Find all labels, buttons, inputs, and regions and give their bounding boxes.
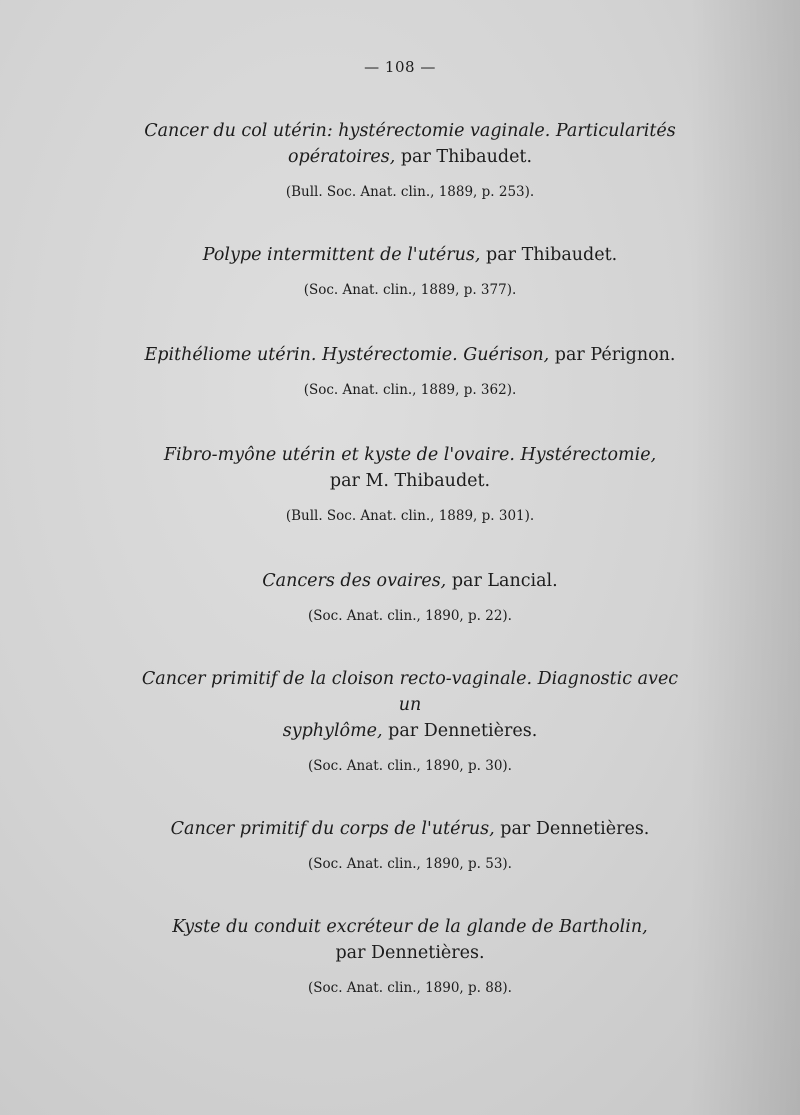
entry-title-line1: Epithéliome utérin. Hystérectomie. Guérison,: [144, 345, 550, 365]
entry-title: [140, 914, 680, 966]
bibliography-entry: [140, 242, 680, 300]
entry-title: [140, 242, 680, 268]
bibliography-entry: [140, 118, 680, 202]
entry-author: par Dennetières.: [500, 819, 650, 839]
bibliography-entry: [140, 914, 680, 998]
entry-title-line1: Polype intermittent de l'utérus,: [202, 245, 481, 265]
entry-author: par Thibaudet.: [400, 147, 533, 167]
entry-title: [140, 666, 680, 744]
page-edge-shadow: [690, 0, 800, 1115]
bibliography-list: [140, 118, 680, 998]
entry-title-line1: Cancers des ovaires,: [262, 571, 447, 591]
entry-title: [140, 118, 680, 170]
entry-author: par Dennetières.: [388, 721, 538, 741]
entry-title-line1: Kyste du conduit excréteur de la glande de Bartholin,: [172, 917, 648, 937]
entry-title-line2: opératoires,: [287, 147, 396, 167]
entry-author: par Pérignon.: [554, 345, 676, 365]
entry-author: par M. Thibaudet.: [329, 471, 491, 491]
entry-reference: (Bull. Soc. Anat. clin., 1889, p. 301).: [285, 508, 535, 524]
entry-title-line1: Cancer primitif du corps de l'utérus,: [170, 819, 495, 839]
entry-title-line1: Cancer du col utérin: hystérectomie vaginale. Particularités: [144, 121, 676, 141]
bibliography-entry: [140, 442, 680, 526]
bibliography-entry: [140, 568, 680, 626]
entry-title: [140, 568, 680, 594]
entry-author: par Dennetières.: [335, 943, 485, 963]
entry-title-line1: Cancer primitif de la cloison recto-vaginale. Diagnostic avec un: [141, 669, 679, 715]
bibliography-entry: [140, 666, 680, 776]
entry-author: par Lancial.: [451, 571, 558, 591]
entry-title: [140, 342, 680, 368]
entry-reference: (Soc. Anat. clin., 1889, p. 362).: [303, 382, 517, 398]
entry-title: [140, 442, 680, 494]
page-number: — 108 —: [364, 58, 436, 76]
entry-title-line2: syphylôme,: [282, 721, 383, 741]
entry-title: [140, 816, 680, 842]
entry-title-line1: Fibro-myône utérin et kyste de l'ovaire. Hystérectomie,: [163, 445, 657, 465]
entry-reference: (Bull. Soc. Anat. clin., 1889, p. 253).: [285, 184, 535, 200]
bibliography-entry: [140, 342, 680, 400]
entry-reference: (Soc. Anat. clin., 1889, p. 377).: [303, 282, 517, 298]
entry-reference: (Soc. Anat. clin., 1890, p. 22).: [308, 608, 512, 624]
entry-reference: (Soc. Anat. clin., 1890, p. 88).: [308, 980, 512, 996]
entry-reference: (Soc. Anat. clin., 1890, p. 30).: [308, 758, 512, 774]
entry-author: par Thibaudet.: [486, 245, 618, 265]
entry-reference: (Soc. Anat. clin., 1890, p. 53).: [308, 856, 512, 872]
bibliography-entry: [140, 816, 680, 874]
